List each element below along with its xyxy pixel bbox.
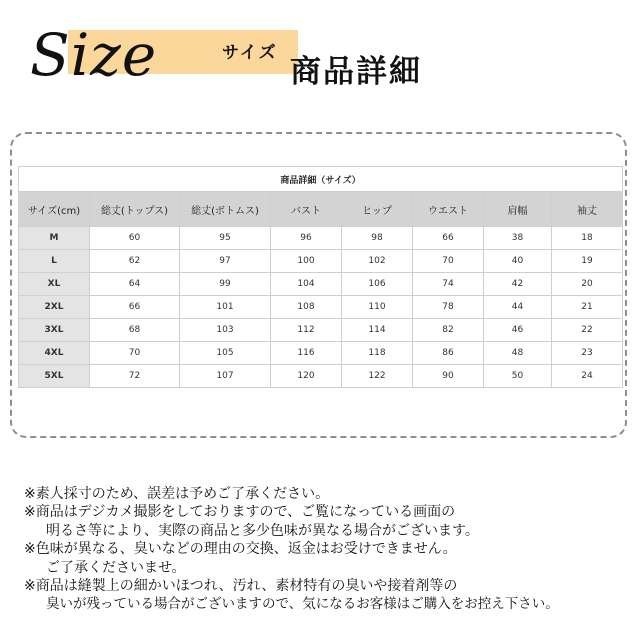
table-cell: 40 (484, 250, 552, 273)
table-cell: 42 (484, 273, 552, 296)
table-cell: 120 (271, 365, 342, 388)
table-cell: 102 (342, 250, 413, 273)
note-line: ※商品はデジカメ撮影をしておりますので、ご覧になっている画面の (24, 504, 456, 521)
note-line: 臭いが残っている場合がございますので、気になるお客様はご購入をお控え下さい。 (46, 596, 559, 613)
notes-section (24, 485, 634, 614)
table-row (19, 296, 623, 319)
table-cell: 101 (180, 296, 271, 319)
column-header: 総丈(トップス) (90, 192, 180, 227)
table-cell: 97 (180, 250, 271, 273)
script-size-title: Size (30, 21, 158, 89)
table-caption: 商品詳細（サイズ） (19, 167, 623, 192)
table-cell: 68 (90, 319, 180, 342)
table-cell: 38 (484, 227, 552, 250)
table-cell: 122 (342, 365, 413, 388)
size-cell: L (19, 250, 90, 273)
size-cell: 5XL (19, 365, 90, 388)
size-chart-table (18, 166, 623, 388)
size-cell: XL (19, 273, 90, 296)
column-header: ウエスト (413, 192, 484, 227)
column-header: 肩幅 (484, 192, 552, 227)
table-caption-row (19, 167, 623, 192)
size-cell: 3XL (19, 319, 90, 342)
table-cell: 100 (271, 250, 342, 273)
table-cell: 106 (342, 273, 413, 296)
table-cell: 66 (90, 296, 180, 319)
table-header-row (19, 192, 623, 227)
table-cell: 116 (271, 342, 342, 365)
table-cell: 64 (90, 273, 180, 296)
table-cell: 104 (271, 273, 342, 296)
column-header: 袖丈 (552, 192, 623, 227)
note-line: ※商品は縫製上の細かいほつれ、汚れ、素材特有の臭いや接着剤等の (24, 578, 458, 595)
table-cell: 50 (484, 365, 552, 388)
table-cell: 103 (180, 319, 271, 342)
size-cell: 2XL (19, 296, 90, 319)
table-cell: 22 (552, 319, 623, 342)
table-cell: 23 (552, 342, 623, 365)
table-cell: 19 (552, 250, 623, 273)
table-cell: 70 (413, 250, 484, 273)
table-cell: 99 (180, 273, 271, 296)
table-cell: 21 (552, 296, 623, 319)
table-cell: 46 (484, 319, 552, 342)
table-cell: 24 (552, 365, 623, 388)
table-cell: 86 (413, 342, 484, 365)
column-header: バスト (271, 192, 342, 227)
header (0, 0, 640, 110)
table-cell: 95 (180, 227, 271, 250)
column-header: ヒップ (342, 192, 413, 227)
column-header: サイズ(cm) (19, 192, 90, 227)
table-row (19, 342, 623, 365)
column-header: 総丈(ボトムス) (180, 192, 271, 227)
table-cell: 66 (413, 227, 484, 250)
note-line: ※色味が異なる、臭いなどの理由の交換、返金はお受けできません。 (24, 541, 457, 558)
table-cell: 90 (413, 365, 484, 388)
table-row (19, 250, 623, 273)
table-cell: 105 (180, 342, 271, 365)
table-cell: 62 (90, 250, 180, 273)
table-cell: 72 (90, 365, 180, 388)
size-cell: M (19, 227, 90, 250)
table-cell: 96 (271, 227, 342, 250)
table-cell: 74 (413, 273, 484, 296)
size-subtitle: サイズ (222, 43, 278, 63)
table-cell: 112 (271, 319, 342, 342)
table-row (19, 319, 623, 342)
table-cell: 20 (552, 273, 623, 296)
note-line: ご了承くださいませ。 (46, 559, 186, 576)
table-row (19, 227, 623, 250)
product-details-title: 商品詳細 (290, 54, 422, 90)
table-cell: 114 (342, 319, 413, 342)
table-row (19, 273, 623, 296)
table-row (19, 365, 623, 388)
note-line: ※素人採寸のため、誤差は予めご了承ください。 (24, 486, 330, 502)
table-cell: 108 (271, 296, 342, 319)
table-cell: 110 (342, 296, 413, 319)
table-cell: 60 (90, 227, 180, 250)
table-cell: 44 (484, 296, 552, 319)
table-cell: 118 (342, 342, 413, 365)
table-cell: 82 (413, 319, 484, 342)
table-cell: 18 (552, 227, 623, 250)
size-cell: 4XL (19, 342, 90, 365)
table-cell: 78 (413, 296, 484, 319)
table-cell: 98 (342, 227, 413, 250)
note-line: 明るさ等により、実際の商品と多少色味が異なる場合がございます。 (46, 522, 479, 539)
table-cell: 70 (90, 342, 180, 365)
table-cell: 48 (484, 342, 552, 365)
table-cell: 107 (180, 365, 271, 388)
